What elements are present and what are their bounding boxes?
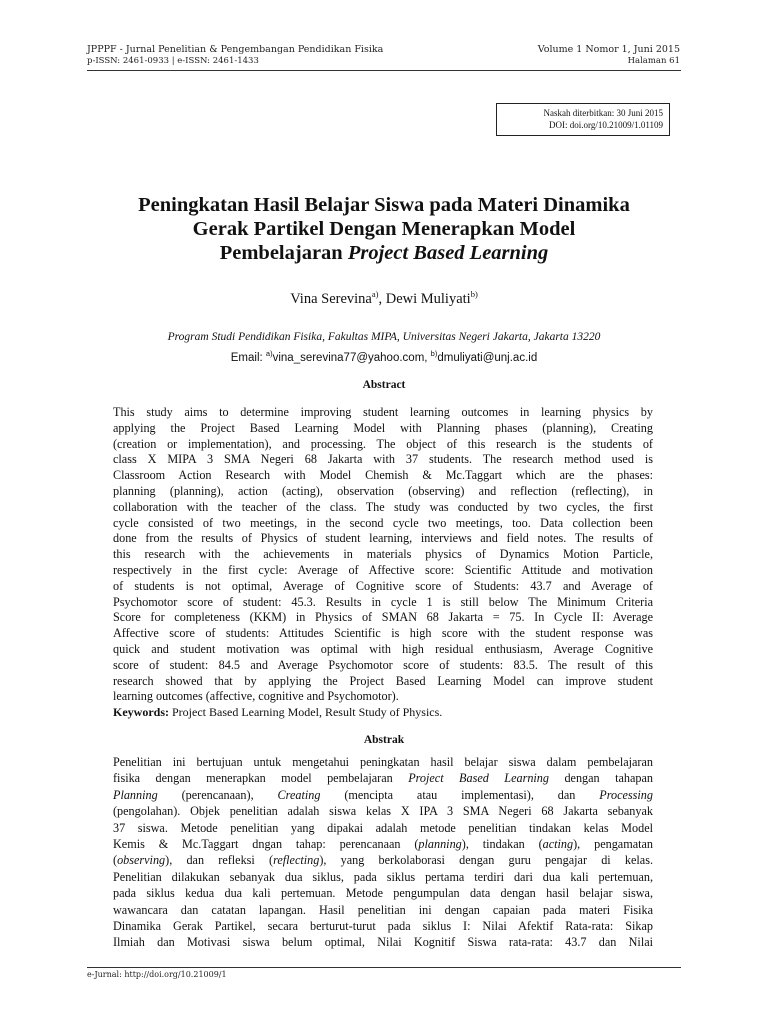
text-run: Ilmiah dan Motivasi siswa belum optimal, Nilai Kognitif Siswa rata-rata: 43.7 dan Nilai: [113, 935, 653, 950]
text-run: ), tindakan (: [461, 837, 543, 851]
author-separator: ,: [378, 290, 386, 307]
journal-name: JPPPF - Jurnal Penelitian & Pengembangan Pendidikan Fisika: [87, 44, 384, 55]
italic-term: acting: [542, 837, 574, 851]
email-line: [87, 349, 681, 364]
author-1: Vina Serevina: [290, 290, 372, 307]
text-run: fisika dengan menerapkan model pembelajaran: [113, 771, 409, 786]
text-run: ), pengamatan: [573, 837, 653, 851]
text-run: ), dan refleksi (: [165, 853, 274, 868]
issn: p-ISSN: 2461-0933 | e-ISSN: 2461-1433: [87, 56, 259, 66]
abstract-line: (creation or implementation), and processing. The object of this research is the students of: [113, 436, 653, 451]
text-run: pada siklus kedua dua kali pertemuan. Metode pengumpulan data dengan hasil belajar siswa,: [113, 886, 653, 901]
abstract-line: this research with the achievements in materials physics of Dynamics Motion Particle,: [113, 547, 653, 562]
italic-term: Creating: [277, 787, 321, 802]
footer-url[interactable]: e-Jurnal: http://doi.org/10.21009/1: [87, 970, 227, 979]
authors: [87, 289, 681, 308]
volume-info: Volume 1 Nomor 1, Juni 2015: [537, 44, 680, 55]
abstract-line: learning outcomes (affective, cognitive and Psychomotor).: [113, 689, 399, 704]
abstrak-line: [113, 837, 653, 851]
abstract-heading: Abstract: [362, 379, 406, 391]
page-number: Halaman 61: [627, 56, 680, 66]
abstrak-line: [113, 788, 653, 802]
abstract-line: Affective score of students: Attitudes Scientific is high score with the student response was: [113, 626, 653, 641]
text-run: Penelitian ini bertujuan untuk mengetahui peningkatan hasil belajar siswa dalam pembelajaran: [113, 755, 653, 769]
text-run: (mencipta atau implementasi), dan: [320, 787, 600, 802]
text-run: (pengolahan). Objek penelitian adalah siswa kelas X IPA 3 SMA Negeri 68 Jakarta sebanyak: [113, 804, 653, 819]
text-run: Penelitian dilakukan sebanyak dua siklus, pada siklus pertama terdiri dari dua kali pertemuan,: [113, 869, 653, 884]
abstract-line: research showed that by applying the Project Based Learning Model can improve student: [113, 673, 653, 688]
text-run: 37 siswa. Metode penelitian yang dipakai adalah metode penelitian tindakan kelas Model: [113, 820, 653, 835]
header-rule: [87, 70, 681, 71]
keywords-label: Keywords:: [113, 705, 169, 719]
italic-term: Planning: [113, 787, 158, 802]
keywords-text: Project Based Learning Model, Result Study of Physics.: [169, 705, 443, 719]
title-line-3-italic: Project Based Learning: [347, 242, 549, 264]
abstrak-line: [113, 870, 653, 884]
italic-term: planning: [418, 837, 462, 851]
italic-term: Project Based Learning: [408, 771, 549, 786]
text-run: ), yang berkolaborasi dengan guru pengajar di kelas.: [319, 853, 653, 868]
abstrak-line: [113, 755, 653, 769]
abstract-line: applying the Project Based Learning Model with Planning phases (planning), Creating: [113, 420, 653, 435]
abstract-line: Classroom Action Research with Model Chemish & Mc.Taggart which are the phases:: [113, 468, 653, 483]
italic-term: Processing: [599, 787, 653, 802]
published-date: Naskah diterbitkan: 30 Juni 2015: [543, 108, 663, 118]
text-run: Kemis & Mc.Taggart dngan tahap: perencanaan (: [113, 837, 419, 851]
abstrak-line: [113, 821, 653, 835]
text-run: (: [113, 853, 118, 868]
abstrak-line: [113, 853, 653, 867]
abstrak-line: [113, 903, 653, 917]
abstract-line: This study aims to determine improving student learning outcomes in learning physics by: [113, 405, 653, 419]
doi[interactable]: DOI: doi.org/10.21009/1.01109: [549, 120, 663, 130]
text-run: wawancara dan catatan lapangan. Hasil penelitian ini dengan capaian pada materi Fisika: [113, 902, 653, 917]
keywords: [113, 705, 653, 720]
abstract-line: respectively in the first cycle: Average of Affective score: Scientific Attitude and motivation: [113, 563, 653, 577]
abstract-line: Score for completeness (KKM) in Physics of SMAN 68 Jakarta = 75. In Cycle II: Average: [113, 610, 653, 625]
affiliation: Program Studi Pendidikan Fisika, Fakultas MIPA, Universitas Negeri Jakarta, Jakarta 13220: [167, 331, 601, 343]
abstract-line: score of student: 84.5 and Average Psychomotor score of students: 83.5. The result of this: [113, 657, 653, 672]
abstract-line: quick and student motivation was optimal with high residual enthusiasm, Average Cognitive: [113, 642, 653, 656]
title-line-2: Gerak Partikel Dengan Menerapkan Model: [192, 218, 576, 240]
email-address-2[interactable]: dmuliyati@unj.ac.id: [437, 351, 538, 364]
author-2: Dewi Muliyati: [385, 290, 471, 307]
email-mark-2: b): [430, 349, 438, 358]
abstract-line: cycle consisted of two meetings, in the second cycle two meetings, too. Data collection been: [113, 515, 653, 530]
email-label: Email:: [230, 351, 266, 364]
abstrak-line: [113, 886, 653, 900]
abstract-line: class X MIPA 3 SMA Negeri 68 Jakarta with 37 students. The research method used is: [113, 452, 653, 467]
abstrak-heading: Abstrak: [363, 734, 405, 746]
italic-term: reflecting: [273, 853, 320, 868]
title-line-3: [87, 241, 681, 265]
abstrak-line: [113, 771, 653, 785]
abstract-line: planning (planning), action (acting), observation (observing) and reflection (reflecting), in: [113, 484, 653, 498]
text-run: dengan tahapan: [549, 771, 653, 786]
publication-box: [496, 103, 670, 136]
abstrak-line: [113, 804, 653, 818]
author-1-mark: a): [371, 289, 379, 299]
author-2-mark: b): [470, 289, 478, 299]
italic-term: observing: [117, 853, 166, 868]
abstract-line: Psychomotor score of student: 45.3. Results in cycle 1 is still below The Minimum Criteria: [113, 594, 653, 609]
email-address-1[interactable]: vina_serevina77@yahoo.com,: [272, 351, 431, 364]
abstrak-line: [113, 919, 653, 933]
email-mark-1: a): [265, 349, 273, 358]
abstrak-line: [113, 935, 653, 949]
abstract-line: done from the results of Physics of student learning, interviews and field notes. The results of: [113, 531, 653, 546]
abstract-line: of students is not optimal, Average of Cognitive score of Students: 43.7 and Average of: [113, 578, 653, 593]
abstract-line: collaboration with the teacher of the class. The study was conducted by two cycles, the first: [113, 499, 653, 514]
footer-rule: [87, 967, 681, 968]
title-line-3-plain: Pembelajaran: [219, 242, 348, 264]
title-line-1: Peningkatan Hasil Belajar Siswa pada Materi Dinamika: [138, 194, 630, 216]
text-run: Dinamika Gerak Partikel, secara berturut-turut pada siklus I: Nilai Afektif Rata-rata: Sikap: [113, 919, 653, 933]
paper-title: [87, 193, 681, 265]
text-run: (perencanaan),: [157, 787, 278, 802]
